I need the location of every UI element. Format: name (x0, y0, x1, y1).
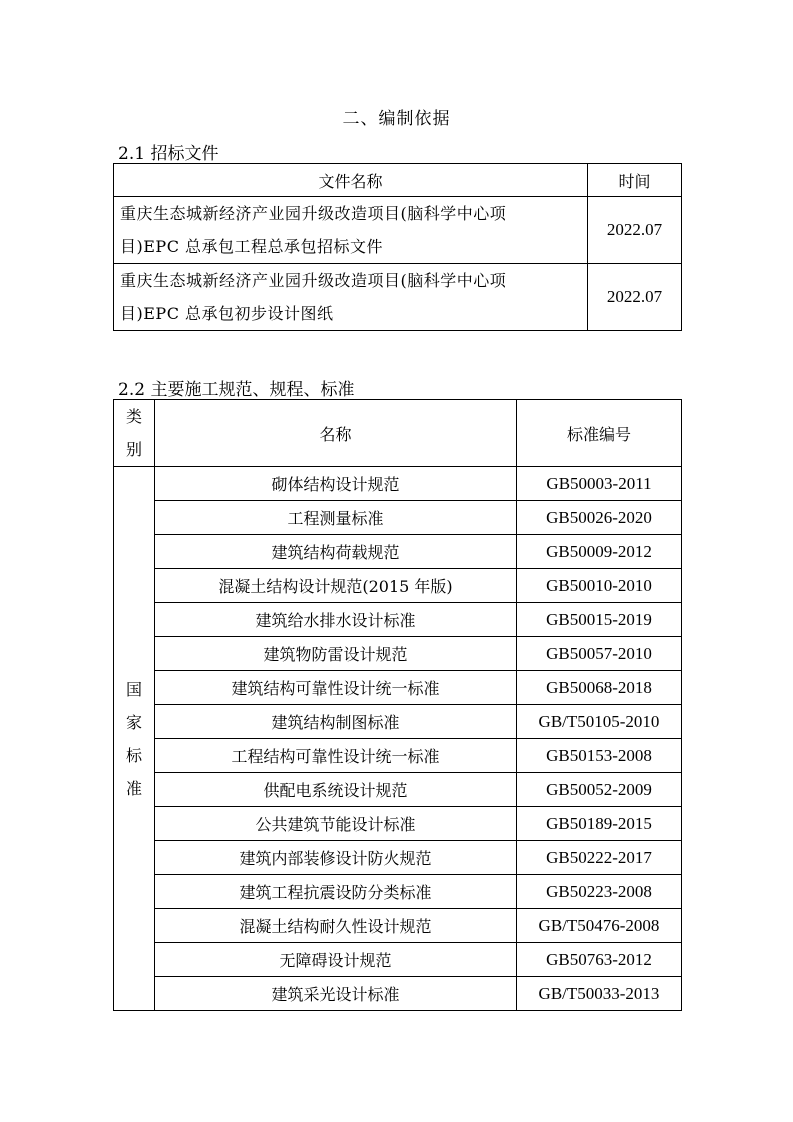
table-header-row (114, 164, 682, 197)
standard-code: GB50015-2019 (517, 603, 682, 637)
standard-code: GB50009-2012 (517, 535, 682, 569)
table-row (114, 739, 682, 773)
table-row (114, 197, 682, 264)
table-row (114, 875, 682, 909)
standard-name: 建筑结构可靠性设计统一标准 (155, 671, 517, 705)
standard-name: 砌体结构设计规范 (155, 467, 517, 501)
table-row (114, 977, 682, 1011)
standard-name: 建筑物防雷设计规范 (155, 637, 517, 671)
table-row (114, 705, 682, 739)
table-header-row (114, 400, 682, 467)
standard-name: 工程测量标准 (155, 501, 517, 535)
standard-name: 混凝土结构耐久性设计规范 (155, 909, 517, 943)
table-row (114, 501, 682, 535)
standard-name: 无障碍设计规范 (155, 943, 517, 977)
standard-code: GB50763-2012 (517, 943, 682, 977)
table-row (114, 807, 682, 841)
category-national-standard: 国 家 标 准 (114, 467, 155, 1011)
table-row (114, 841, 682, 875)
standard-code: GB50189-2015 (517, 807, 682, 841)
file-name-cell (114, 264, 588, 331)
table-row (114, 467, 682, 501)
standard-name: 建筑内部装修设计防火规范 (155, 841, 517, 875)
section-title-standards: 2.2 主要施工规范、规程、标准 (118, 380, 355, 400)
table-row (114, 603, 682, 637)
table-row (114, 671, 682, 705)
standard-name: 建筑结构制图标准 (155, 705, 517, 739)
file-name-line: 目)EPC 总承包初步设计图纸 (120, 304, 334, 323)
standard-code: GB/T50033-2013 (517, 977, 682, 1011)
standards-table (113, 399, 682, 1011)
standard-code: GB50153-2008 (517, 739, 682, 773)
standard-name: 工程结构可靠性设计统一标准 (155, 739, 517, 773)
header-file-name: 文件名称 (114, 164, 588, 197)
standard-code: GB50223-2008 (517, 875, 682, 909)
standard-code: GB50057-2010 (517, 637, 682, 671)
table-row (114, 535, 682, 569)
table-row (114, 637, 682, 671)
standard-code: GB50010-2010 (517, 569, 682, 603)
standard-code: GB50026-2020 (517, 501, 682, 535)
standard-name: 建筑工程抗震设防分类标准 (155, 875, 517, 909)
standard-name: 混凝土结构设计规范(2015 年版) (155, 569, 517, 603)
file-name-line: 目)EPC 总承包工程总承包招标文件 (120, 237, 384, 256)
table-row (114, 909, 682, 943)
file-time-cell: 2022.07 (588, 264, 682, 331)
table-row (114, 569, 682, 603)
standard-code: GB/T50476-2008 (517, 909, 682, 943)
file-name-cell (114, 197, 588, 264)
table-row (114, 943, 682, 977)
table-row (114, 773, 682, 807)
standard-name: 建筑采光设计标准 (155, 977, 517, 1011)
standard-code: GB50068-2018 (517, 671, 682, 705)
standard-name: 建筑给水排水设计标准 (155, 603, 517, 637)
table-row (114, 264, 682, 331)
standard-code: GB50052-2009 (517, 773, 682, 807)
file-name-line: 重庆生态城新经济产业园升级改造项目(脑科学中心项 (120, 204, 507, 223)
standard-code: GB50222-2017 (517, 841, 682, 875)
section-title-bidding-documents: 2.1 招标文件 (118, 144, 219, 164)
standard-code: GB50003-2011 (517, 467, 682, 501)
standard-code: GB/T50105-2010 (517, 705, 682, 739)
header-time: 时间 (588, 164, 682, 197)
file-time-cell: 2022.07 (588, 197, 682, 264)
standard-name: 建筑结构荷载规范 (155, 535, 517, 569)
standard-name: 公共建筑节能设计标准 (155, 807, 517, 841)
header-standard-code: 标准编号 (517, 400, 682, 467)
standard-name: 供配电系统设计规范 (155, 773, 517, 807)
bidding-documents-table (113, 163, 682, 331)
file-name-line: 重庆生态城新经济产业园升级改造项目(脑科学中心项 (120, 271, 507, 290)
page-title: 二、编制依据 (342, 109, 451, 129)
header-name: 名称 (155, 400, 517, 467)
header-category: 类 别 (114, 400, 155, 467)
